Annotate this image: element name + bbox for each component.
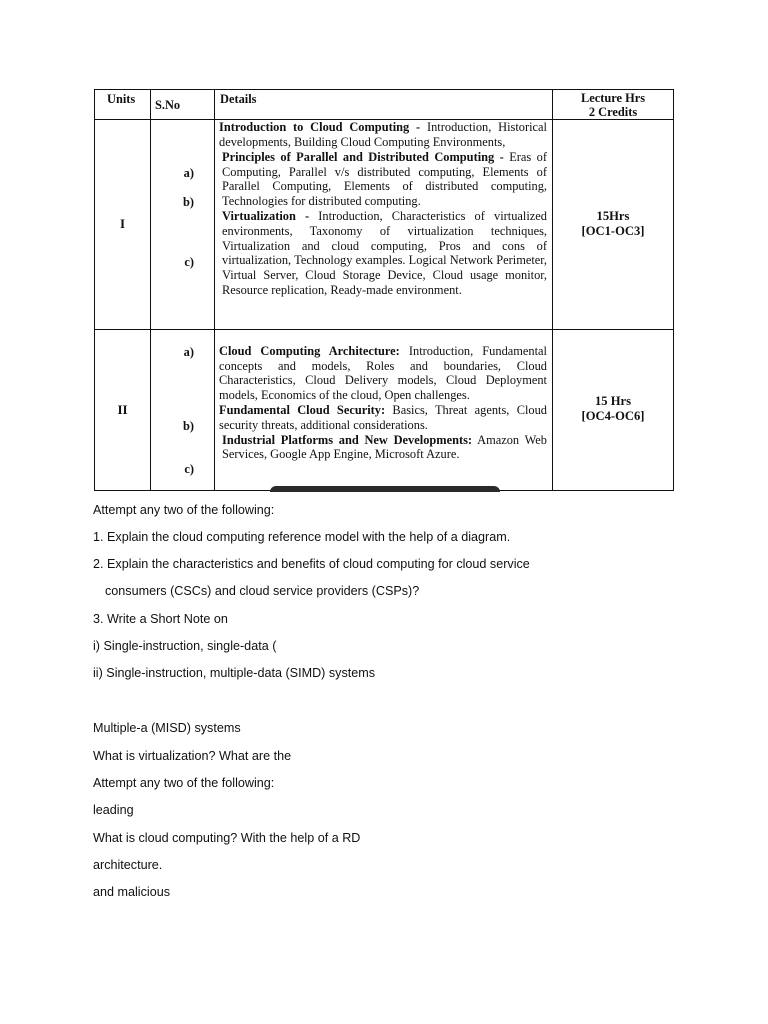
topic-text: Introduction, Historical developments, Building Cloud Computing Environments, [219,120,548,150]
sno-a: a) [183,166,194,181]
sno-cell [151,120,215,330]
header-sno: S.No [151,90,215,120]
question-line: ii) Single-instruction, multiple-data (SIMD) systems [93,666,376,680]
question-line: Attempt any two of the following: [93,776,275,790]
unit-number: I [119,216,126,232]
question-line: Multiple-a (MISD) systems [93,721,241,735]
topic-title: Introduction to Cloud Computing - [219,120,421,135]
details-cell [215,329,553,490]
syllabus-table [94,89,674,491]
question-line: What is virtualization? What are the [93,749,292,763]
question-line: What is cloud computing? With the help of a RD [93,831,361,845]
topic-text: Introduction, Fundamental concepts and models, Roles and boundaries, Cloud Characteristics, Cloud Delivery models, Cloud Deployment models, Economics of the cloud, Open challenges. [219,343,547,403]
header-details: Details [215,90,553,120]
topic-title: Fundamental Cloud Security: [219,402,386,417]
table-row-unit-2 [95,329,674,490]
question-line: i) Single-instruction, single-data ( [93,639,277,653]
lecture-hours: 15Hrs [596,209,630,224]
question-line: Attempt any two of the following: [93,503,275,517]
details-paragraph [219,150,547,209]
unit-cell [95,120,151,330]
sno-c: c) [184,255,194,270]
table-row-unit-1 [95,120,674,330]
sno-b: b) [182,195,194,210]
outcome-codes: [OC1-OC3] [581,224,645,239]
sno-c: c) [184,461,194,476]
details-paragraph [219,209,547,298]
sno-b: b) [182,418,194,433]
details-paragraph [219,403,547,433]
header-units: Units [95,90,151,120]
lecture-hours: 15 Hrs [594,393,632,408]
question-line: leading [93,803,134,817]
topic-text: Amazon Web Services, Google App Engine, Microsoft Azure. [222,432,547,462]
topic-text: Basics, Threat agents, Cloud security threats, additional considerations. [219,402,547,432]
unit-number: II [117,401,128,417]
unit-cell [95,329,151,490]
question-line: architecture. [93,858,163,872]
details-cell [215,120,553,330]
topic-text: Eras of Computing, Parallel v/s distributed computing, Elements of Parallel Computing, Elements of distributed computing, Technologies for distributed computing. [222,149,547,209]
question-line: 2. Explain the characteristics and benefits of cloud computing for cloud service [93,557,530,571]
details-paragraph [219,344,547,403]
question-line: and malicious [93,885,171,899]
lecture-hrs-cell [553,329,674,490]
details-paragraph [219,120,547,150]
header-hrs-line2: 2 Credits [588,105,638,119]
header-hrs-line1: Lecture Hrs [580,91,646,105]
details-paragraph [219,433,547,463]
sno-cell [151,329,215,490]
topic-title: Virtualization - [222,209,310,223]
topic-text: Introduction, Characteristics of virtualized environments, Taxonomy of virtualization techniques, Virtualization and cloud computing, Pros and cons of virtualization, Technology examples. Logical Network Perimeter, Virtual Server, Cloud Storage Device, Cloud usage monitor, Resource replication, Ready-made environment. [222,209,547,297]
lecture-hrs-cell [553,120,674,330]
question-line: consumers (CSCs) and cloud service providers (CSPs)? [105,584,420,598]
scan-smudge [270,486,500,492]
outcome-codes: [OC4-OC6] [581,408,645,423]
topic-title: Cloud Computing Architecture: [219,343,400,358]
table-header-row [95,90,674,120]
sno-a: a) [183,344,194,359]
question-line: 3. Write a Short Note on [93,612,228,626]
header-lecture-hrs [553,90,674,120]
topic-title: Industrial Platforms and New Developments: [222,432,473,447]
topic-title: Principles of Parallel and Distributed Computing - [222,149,504,164]
question-line: 1. Explain the cloud computing reference model with the help of a diagram. [93,530,511,544]
